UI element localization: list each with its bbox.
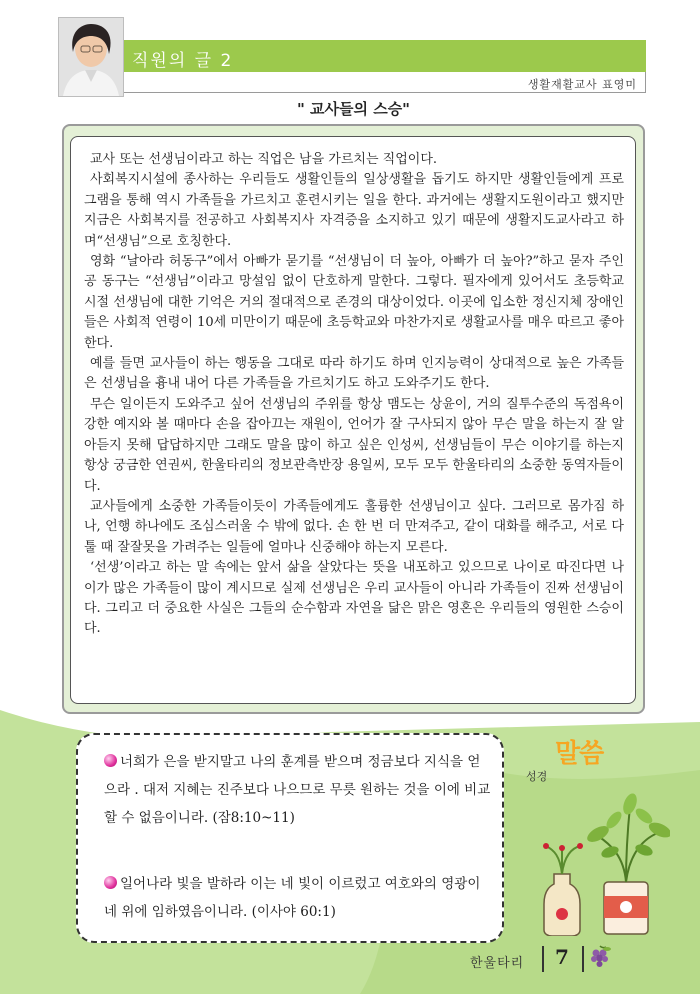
- scripture-verse: [104, 748, 492, 832]
- verse-text: 너희가 은을 받지말고 나의 훈계를 받으며 정금보다 지식을 얻으라 . 대저 지혜는 진주보다 나으므로 무릇 원하는 것을 이에 비교할 수 없음이니라. (잠8:10~11): [104, 754, 491, 826]
- header-rule: [124, 92, 646, 93]
- bible-label-large: 말씀: [555, 739, 604, 769]
- header-rule-end: [645, 72, 646, 93]
- paragraph: 교사들에게 소중한 가족들이듯이 가족들에게도 훌륭한 선생님이고 싶다. 그러므로 몸가짐 하나, 언행 하나에도 조심스러울 수 밖에 없다. 손 한 번 더 만져주고, 같이 대화를 해주고, 서로 다툴 때 잘잘못을 가려주는 일들에 얼마나 신중해야 하는지 모른다.: [84, 498, 624, 555]
- author-photo: [58, 17, 124, 97]
- paragraph: 사회복지시설에 종사하는 우리들도 생활인들의 일상생활을 돕기도 하지만 생활인들에게 프로그램을 통해 역시 가족들을 가르치고 훈련시키는 일을 한다. 과거에는 생활지도원이라고 했지만 지금은 사회복지를 전공하고 사회복지사 자격증을 소지하고 있기 때문에 생활지도교사라고 하며“선생님”으로 호칭한다.: [84, 172, 624, 249]
- bullet-icon: [104, 876, 117, 889]
- author-byline: 생활재활교사 표영미: [527, 78, 637, 91]
- page-number: 7: [555, 945, 569, 969]
- footer-divider: [582, 946, 584, 972]
- scripture-verse: [104, 870, 492, 926]
- grape-logo-icon: [588, 944, 612, 972]
- verse-text: 일어나라 빛을 발하라 이는 네 빛이 이르렀고 여호와의 영광이 네 위에 임하였음이니라. (이사야 60:1): [104, 876, 481, 920]
- paragraph: ‘선생’이라고 하는 말 속에는 앞서 삶을 살았다는 뜻을 내포하고 있으므로 나이로 따진다면 나이가 많은 가족들이 많이 계시므로 실제 선생님은 우리 교사들이 아니라 가족들이 진짜 선생님이다. 그리고 더 중요한 사실은 그들의 순수함과 자연을 닮은 맑은 영혼은 우리들의 영원한 스승이다.: [84, 560, 624, 637]
- paragraph: 교사 또는 선생님이라고 하는 직업은 남을 가르치는 직업이다.: [90, 152, 438, 167]
- section-title: 직원의 글 2: [132, 51, 234, 71]
- paragraph: 예를 들면 교사들이 하는 행동을 그대로 따라 하기도 하며 인지능력이 상대적으로 높은 가족들은 선생님을 흉내 내어 다른 가족들을 가르치기도 하고 도와주기도 한다.: [84, 356, 624, 392]
- bullet-icon: [104, 754, 117, 767]
- potted-plants-illustration: [540, 786, 670, 936]
- paragraph: 무슨 일이든지 도와주고 싶어 선생님의 주위를 항상 맴도는 상윤이, 거의 질투수준의 독점욕이 강한 예지와 볼 때마다 손을 잡아끄는 재원이, 언어가 잘 구사되지 않아 무슨 말을 하는지 잘 알아듣지 못해 답답하지만 그래도 말을 많이 하고 싶은 인성씨, 선생님들이 무슨 이야기를 하는지 항상 궁금한 연권씨, 한울타리의 정보관측반장 용일씨, 모두 모두 한울타리의 소중한 동역자들이다.: [84, 396, 624, 494]
- article-heading: " 교사들의 스승": [296, 100, 410, 118]
- paragraph: 영화 “날아라 허동구”에서 아빠가 묻기를 “선생님이 더 높아, 아빠가 더 높아?”하고 묻자 주인공 동구는 “선생님”이라고 망설임 없이 단호하게 말한다. 그렇다. 필자에게 있어서도 초등학교 시절 선생님에 대한 기억은 거의 절대적으로 존경의 대상이었다. 이곳에 입소한 정신지체 장애인들은 사회적 연령이 10세 미만이기 때문에 초등학교와 마찬가지로 생활교사를 매우 따르고 좋아 한다.: [84, 254, 624, 351]
- publication-name: 한울타리: [470, 956, 525, 971]
- footer-divider: [542, 946, 544, 972]
- bible-label-small: 성경: [526, 770, 548, 783]
- article-body: [84, 150, 624, 640]
